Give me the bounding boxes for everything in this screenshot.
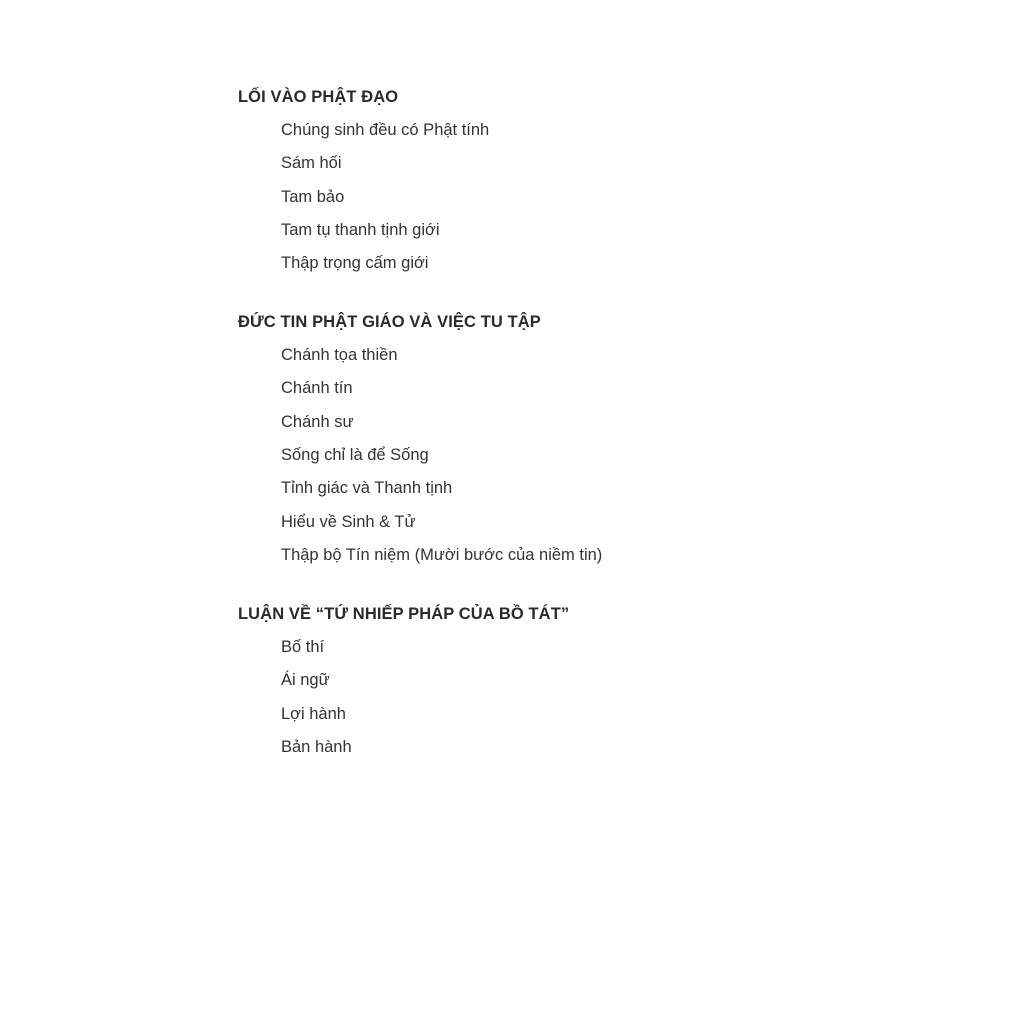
toc-entry[interactable]: Thập trọng cấm giới: [281, 254, 429, 273]
toc-entry[interactable]: Lợi hành: [281, 704, 346, 723]
table-of-contents: [238, 84, 958, 760]
toc-entry[interactable]: Chúng sinh đều có Phật tính: [281, 121, 490, 139]
toc-section-3: [238, 601, 958, 760]
section-title: ĐỨC TIN PHẬT GIÁO VÀ VIỆC TU TẬP: [238, 313, 541, 332]
toc-entry[interactable]: Chánh tín: [281, 379, 353, 398]
toc-section-2: [238, 309, 958, 568]
section-title: LUẬN VỀ “TỨ NHIẾP PHÁP CỦA BỒ TÁT”: [238, 604, 570, 623]
section-item-list: [238, 342, 958, 568]
toc-section-1: [238, 84, 958, 276]
toc-entry[interactable]: Ái ngữ: [281, 671, 330, 690]
section-item-list: [238, 634, 958, 760]
toc-entry[interactable]: Sống chỉ là để Sống: [281, 446, 429, 465]
toc-entry[interactable]: Chánh sư: [281, 412, 354, 431]
section-title: LỐI VÀO PHẬT ĐẠO: [238, 88, 399, 106]
toc-entry[interactable]: Tam tụ thanh tịnh giới: [281, 220, 440, 239]
toc-entry[interactable]: Bố thí: [281, 637, 325, 656]
toc-entry[interactable]: Tam bảo: [281, 187, 345, 206]
toc-entry[interactable]: Tỉnh giác và Thanh tịnh: [281, 479, 453, 498]
toc-entry[interactable]: Thập bộ Tín niệm (Mười bước của niềm tin): [281, 545, 603, 564]
toc-entry[interactable]: Sám hối: [281, 154, 342, 173]
section-item-list: [238, 117, 958, 276]
toc-entry[interactable]: Chánh tọa thiền: [281, 346, 398, 365]
toc-entry[interactable]: Hiểu về Sinh & Tử: [281, 512, 416, 531]
toc-entry[interactable]: Bản hành: [281, 737, 352, 756]
